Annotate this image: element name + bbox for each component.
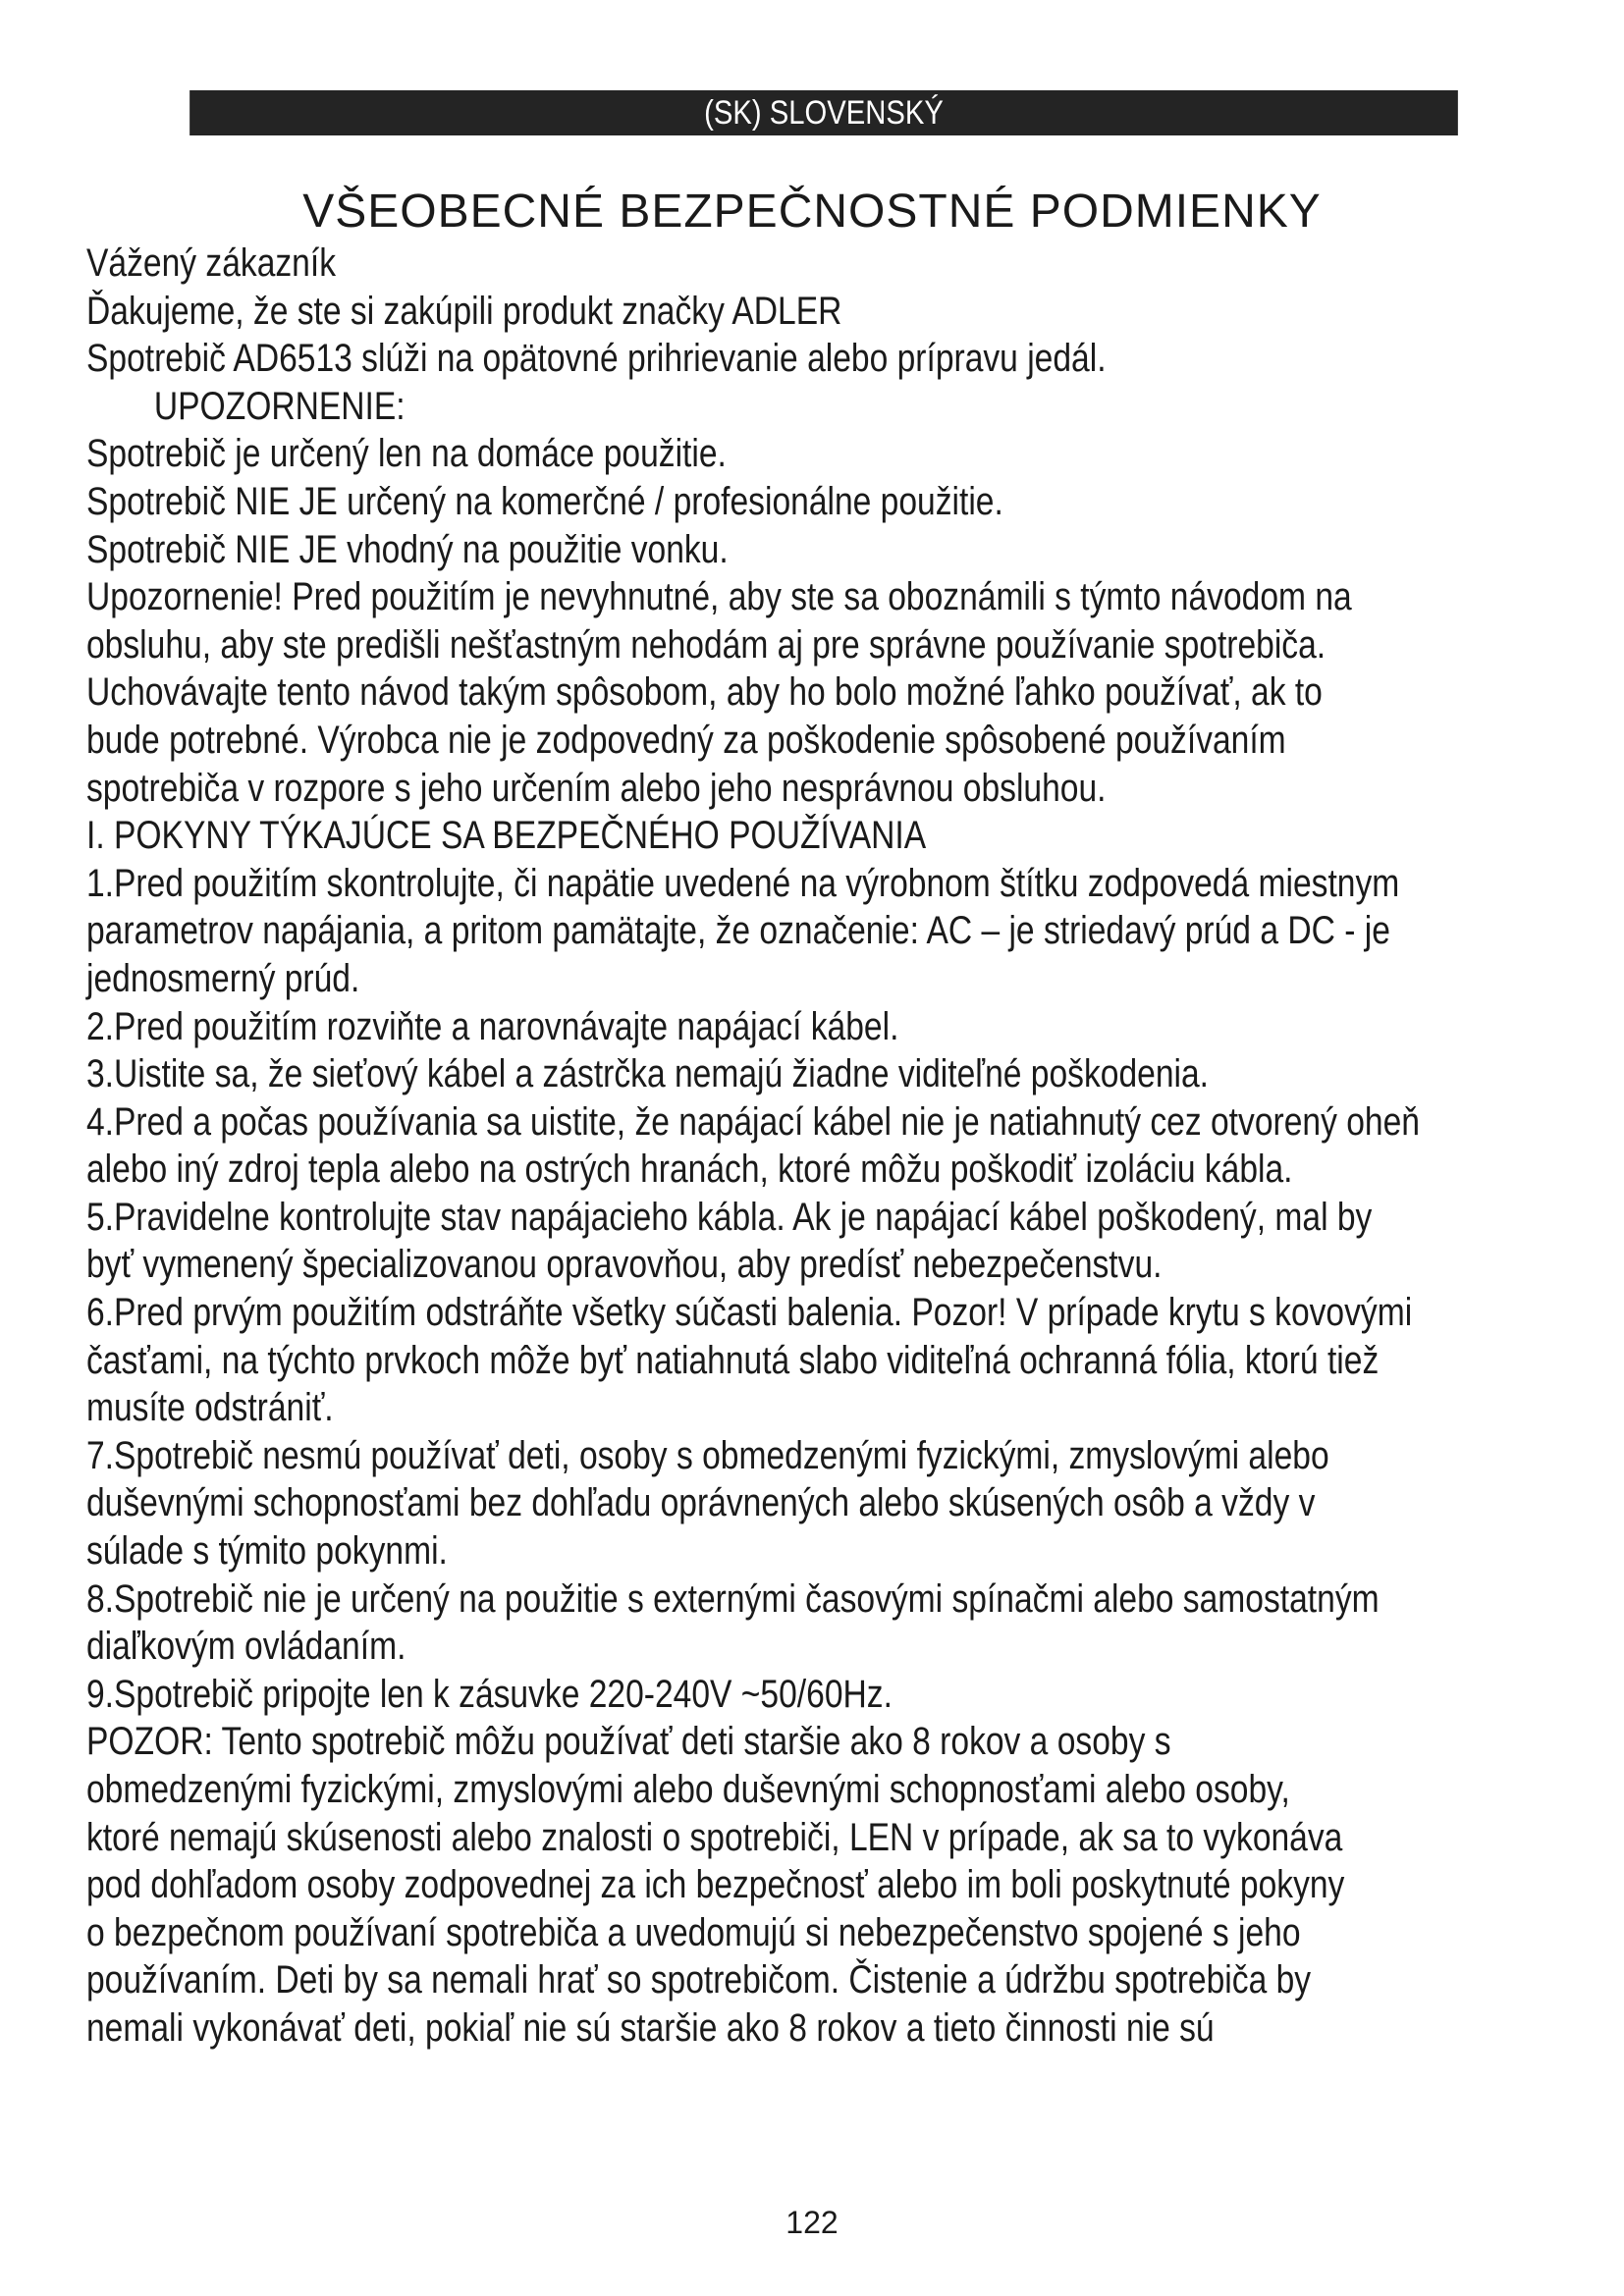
text-line: musíte odstrániť. <box>86 1386 334 1430</box>
text-line: 2.Pred použitím rozviňte a narovnávajte napájací kábel. <box>86 1004 899 1048</box>
text-line: Upozornenie! Pred použitím je nevyhnutné, aby ste sa oboznámili s týmto návodom na <box>86 575 1352 619</box>
text-line: 8.Spotrebič nie je určený na použitie s externými časovými spínačmi alebo samostatným <box>86 1576 1380 1621</box>
text-line: súlade s týmito pokynmi. <box>86 1529 448 1574</box>
page-number: 122 <box>785 2205 839 2240</box>
text-line: byť vymenený špecializovanou opravovňou, aby predísť nebezpečenstvu. <box>86 1243 1163 1287</box>
text-line: Spotrebič NIE JE určený na komerčné / profesionálne použitie. <box>86 479 1003 523</box>
text-line: diaľkovým ovládaním. <box>86 1625 406 1669</box>
page-title: VŠEOBECNÉ BEZPEČNOSTNÉ PODMIENKY <box>302 186 1322 238</box>
section-heading: I. POKYNY TÝKAJÚCE SA BEZPEČNÉHO POUŽÍVANIA <box>86 814 927 858</box>
text-line: spotrebiča v rozpore s jeho určením alebo jeho nesprávnou obsluhou. <box>86 766 1107 810</box>
warning-heading: UPOZORNENIE: <box>153 384 406 428</box>
text-line: obmedzenými fyzickými, zmyslovými alebo duševnými schopnosťami alebo osoby, <box>86 1768 1290 1811</box>
text-line: používaním. Deti by sa nemali hrať so spotrebičom. Čistenie a údržbu spotrebiča by <box>86 1958 1312 2002</box>
text-line: Uchovávajte tento návod takým spôsobom, aby ho bolo možné ľahko používať, ak to <box>86 670 1323 715</box>
text-line: 5.Pravidelne kontrolujte stav napájacieho kábla. Ak je napájací kábel poškodený, mal by <box>86 1195 1373 1239</box>
text-line: alebo iný zdroj tepla alebo na ostrých hranách, ktoré môžu poškodiť izoláciu kábla. <box>86 1148 1293 1192</box>
text-line: Spotrebič AD6513 slúži na opätovné prihrievanie alebo prípravu jedál. <box>86 337 1107 381</box>
text-line: časťami, na týchto prvkoch môže byť natiahnutá slabo viditeľná ochranná fólia, ktorú tiež <box>86 1338 1380 1382</box>
body-text <box>86 240 1420 2053</box>
text-line: 1.Pred použitím skontrolujte, či napätie uvedené na výrobnom štítku zodpovedá miestnym <box>86 861 1400 905</box>
text-line: Spotrebič je určený len na domáce použitie. <box>86 432 727 476</box>
text-line: 3.Uistite sa, že sieťový kábel a zástrčka nemajú žiadne viditeľné poškodenia. <box>86 1052 1210 1096</box>
text-line: o bezpečnom používaní spotrebiča a uvedomujú si nebezpečenstvo spojené s jeho <box>86 1910 1301 1954</box>
text-line: duševnými schopnosťami bez dohľadu oprávnených alebo skúsených osôb a vždy v <box>86 1481 1316 1525</box>
text-line: 7.Spotrebič nesmú používať deti, osoby s obmedzenými fyzickými, zmyslovými alebo <box>86 1433 1329 1477</box>
text-line: Ďakujeme, že ste si zakúpili produkt značky ADLER <box>86 289 842 333</box>
text-line: obsluhu, aby ste predišli nešťastným nehodám aj pre správne používanie spotrebiča. <box>86 622 1326 667</box>
text-line: bude potrebné. Výrobca nie je zodpovedný za poškodenie spôsobené používaním <box>86 718 1286 762</box>
text-line: ktoré nemajú skúsenosti alebo znalosti o spotrebiči, LEN v prípade, ak sa to vykonáva <box>86 1815 1343 1859</box>
text-line: 9.Spotrebič pripojte len k zásuvke 220-240V ~50/60Hz. <box>86 1672 893 1716</box>
text-line: Spotrebič NIE JE vhodný na použitie vonku. <box>86 527 729 571</box>
language-header-bar: (SK) SLOVENSKÝ <box>189 90 1458 135</box>
text-line: 6.Pred prvým použitím odstráňte všetky súčasti balenia. Pozor! V prípade krytu s kovovými <box>86 1291 1413 1335</box>
text-line: POZOR: Tento spotrebič môžu používať deti staršie ako 8 rokov a osoby s <box>86 1720 1171 1764</box>
text-line: pod dohľadom osoby zodpovednej za ich bezpečnosť alebo im boli poskytnuté pokyny <box>86 1863 1345 1907</box>
text-line: 4.Pred a počas používania sa uistite, že napájací kábel nie je natiahnutý cez otvorený oheň <box>86 1099 1420 1144</box>
text-line: Vážený zákazník <box>86 241 337 285</box>
text-line: jednosmerný prúd. <box>86 956 360 1000</box>
text-line: nemali vykonávať deti, pokiaľ nie sú staršie ako 8 rokov a tieto činnosti nie sú <box>86 2005 1215 2050</box>
text-line: parametrov napájania, a pritom pamätajte, že označenie: AC – je striedavý prúd a DC - je <box>86 909 1390 953</box>
